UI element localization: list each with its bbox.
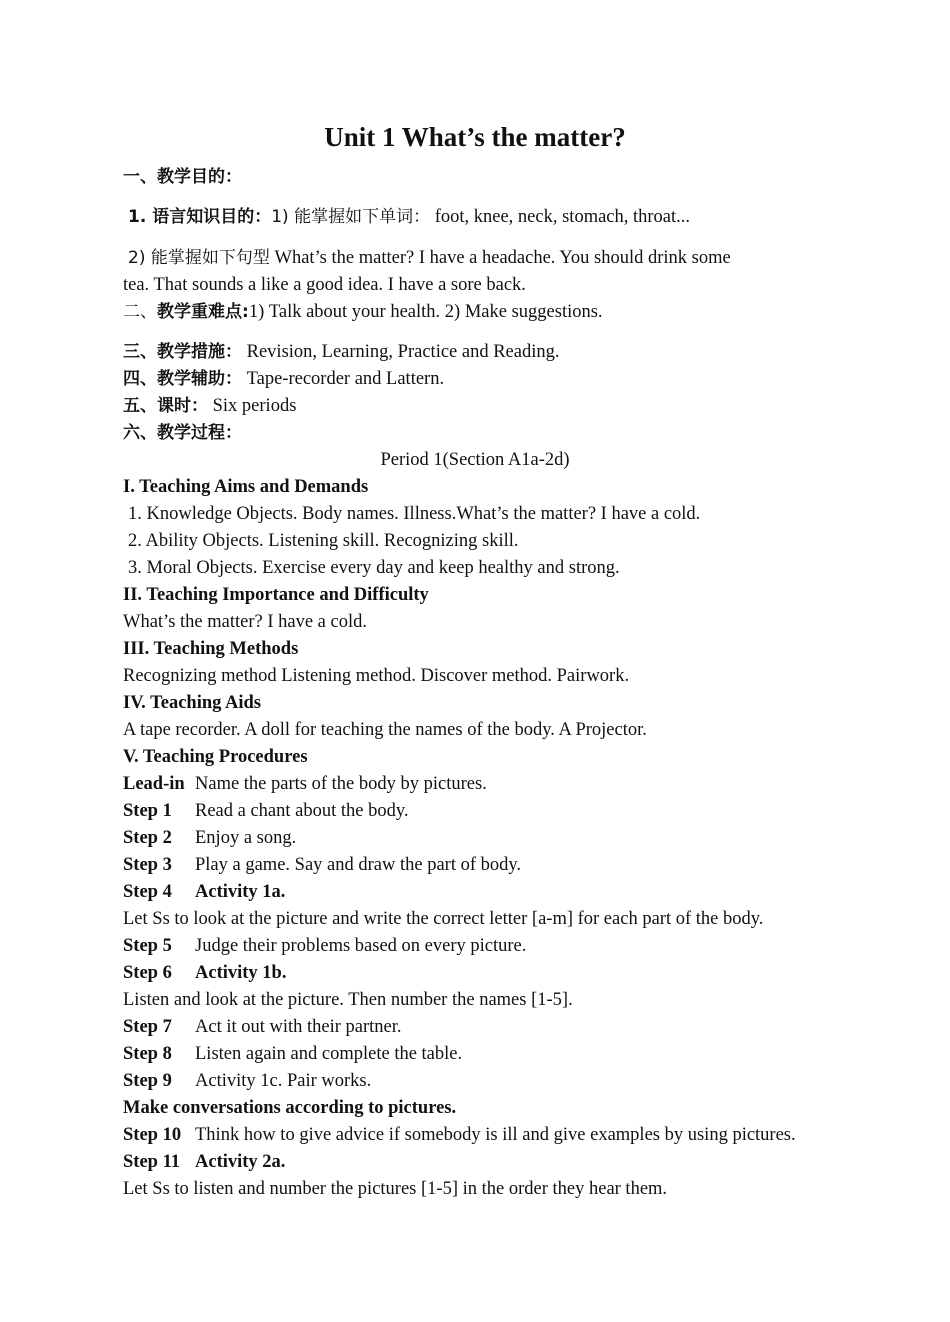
section-difficulties bbox=[123, 300, 860, 324]
heading-teaching-aids: IV. Teaching Aids bbox=[123, 693, 261, 713]
objective-1-en: foot, knee, neck, stomach, throat... bbox=[430, 207, 691, 227]
step-text: Enjoy a song. bbox=[195, 828, 297, 848]
importance-text: What’s the matter? I have a cold. bbox=[123, 612, 367, 632]
heading-procedures: V. Teaching Procedures bbox=[123, 747, 308, 767]
step-label: Step 5 bbox=[123, 936, 172, 956]
lead-in-label: Lead-in bbox=[123, 774, 185, 794]
step-label: Step 4 bbox=[123, 882, 172, 902]
step-label: Step 9 bbox=[123, 1071, 172, 1091]
section-measures bbox=[123, 340, 860, 364]
periods-label: 五、课时： bbox=[123, 396, 208, 416]
objective-2-line2: tea. That sounds a like a good idea. I have a sore back. bbox=[123, 275, 526, 295]
step-label: Step 7 bbox=[123, 1017, 172, 1037]
objective-2-cn: 2) 能掌握如下句型 bbox=[128, 248, 270, 268]
measures-label: 三、教学措施： bbox=[123, 342, 242, 362]
step-label: Step 1 bbox=[123, 801, 172, 821]
process-label: 六、教学过程： bbox=[123, 423, 242, 443]
lead-in-text: Name the parts of the body by pictures. bbox=[195, 774, 487, 794]
step-11-detail: Let Ss to listen and number the pictures [1-5] in the order they hear them. bbox=[123, 1179, 668, 1199]
objective-2-line1 bbox=[128, 246, 860, 270]
section-process bbox=[123, 421, 860, 445]
difficulties-label: 教学重难点: bbox=[157, 302, 249, 322]
step-9 bbox=[123, 1069, 860, 1093]
step-text: Think how to give advice if somebody is ill and give examples by using pictures. bbox=[195, 1125, 796, 1145]
step-text: Judge their problems based on every picture. bbox=[195, 936, 527, 956]
step-2 bbox=[123, 826, 860, 850]
aim-knowledge: 1. Knowledge Objects. Body names. Illness.What’s the matter? I have a cold. bbox=[128, 504, 701, 524]
step-text: Activity 1c. Pair works. bbox=[195, 1071, 372, 1091]
page-title: Unit 1 What’s the matter? bbox=[324, 122, 626, 152]
period-heading: Period 1(Section A1a-2d) bbox=[380, 450, 570, 470]
teaching-aids-text: A tape recorder. A doll for teaching the names of the body. A Projector. bbox=[123, 720, 647, 740]
lead-in bbox=[123, 772, 860, 796]
step-label: Step 8 bbox=[123, 1044, 172, 1064]
objective-2-en-1: What’s the matter? I have a headache. You should drink some bbox=[269, 248, 731, 268]
conversation-heading: Make conversations according to pictures. bbox=[123, 1098, 457, 1118]
heading-importance: II. Teaching Importance and Difficulty bbox=[123, 585, 429, 605]
step-3 bbox=[123, 853, 860, 877]
step-text: Activity 2a. bbox=[195, 1152, 286, 1172]
objective-1-label: 1. 语言知识目的： bbox=[128, 207, 272, 227]
step-1 bbox=[123, 799, 860, 823]
step-6 bbox=[123, 961, 860, 985]
step-text: Play a game. Say and draw the part of body. bbox=[195, 855, 522, 875]
aids-label: 四、教学辅助： bbox=[123, 369, 242, 389]
step-text: Activity 1b. bbox=[195, 963, 287, 983]
measures-text: Revision, Learning, Practice and Reading. bbox=[242, 342, 560, 362]
section-aids bbox=[123, 367, 860, 391]
step-text: Read a chant about the body. bbox=[195, 801, 409, 821]
step-text: Listen again and complete the table. bbox=[195, 1044, 463, 1064]
step-label: Step 6 bbox=[123, 963, 172, 983]
step-label: Step 11 bbox=[123, 1152, 181, 1172]
step-8 bbox=[123, 1042, 860, 1066]
step-10 bbox=[123, 1123, 860, 1147]
periods-text: Six periods bbox=[208, 396, 297, 416]
aids-text: Tape-recorder and Lattern. bbox=[242, 369, 445, 389]
methods-text: Recognizing method Listening method. Discover method. Pairwork. bbox=[123, 666, 630, 686]
step-4 bbox=[123, 880, 860, 904]
step-text: Activity 1a. bbox=[195, 882, 286, 902]
step-label: Step 3 bbox=[123, 855, 172, 875]
objective-1 bbox=[128, 205, 860, 229]
step-7 bbox=[123, 1015, 860, 1039]
step-11 bbox=[123, 1150, 860, 1174]
step-text: Act it out with their partner. bbox=[195, 1017, 402, 1037]
section-objectives-heading bbox=[123, 165, 860, 189]
section-periods bbox=[123, 394, 860, 418]
heading-methods: III. Teaching Methods bbox=[123, 639, 299, 659]
difficulties-text: 1) Talk about your health. 2) Make suggestions. bbox=[248, 302, 603, 322]
difficulties-num: 二、 bbox=[123, 302, 157, 322]
step-6-detail: Listen and look at the picture. Then number the names [1-5]. bbox=[123, 990, 573, 1010]
aim-ability: 2. Ability Objects. Listening skill. Recognizing skill. bbox=[128, 531, 519, 551]
step-label: Step 10 bbox=[123, 1125, 182, 1145]
heading-aims: I. Teaching Aims and Demands bbox=[123, 477, 369, 497]
step-4-detail: Let Ss to look at the picture and write the correct letter [a-m] for each part of the body. bbox=[123, 909, 764, 929]
step-5 bbox=[123, 934, 860, 958]
aim-moral: 3. Moral Objects. Exercise every day and keep healthy and strong. bbox=[128, 558, 620, 578]
heading-text: 一、教学目的： bbox=[123, 167, 242, 187]
objective-1-cn: 1) 能掌握如下单词： bbox=[271, 207, 431, 227]
step-label: Step 2 bbox=[123, 828, 172, 848]
